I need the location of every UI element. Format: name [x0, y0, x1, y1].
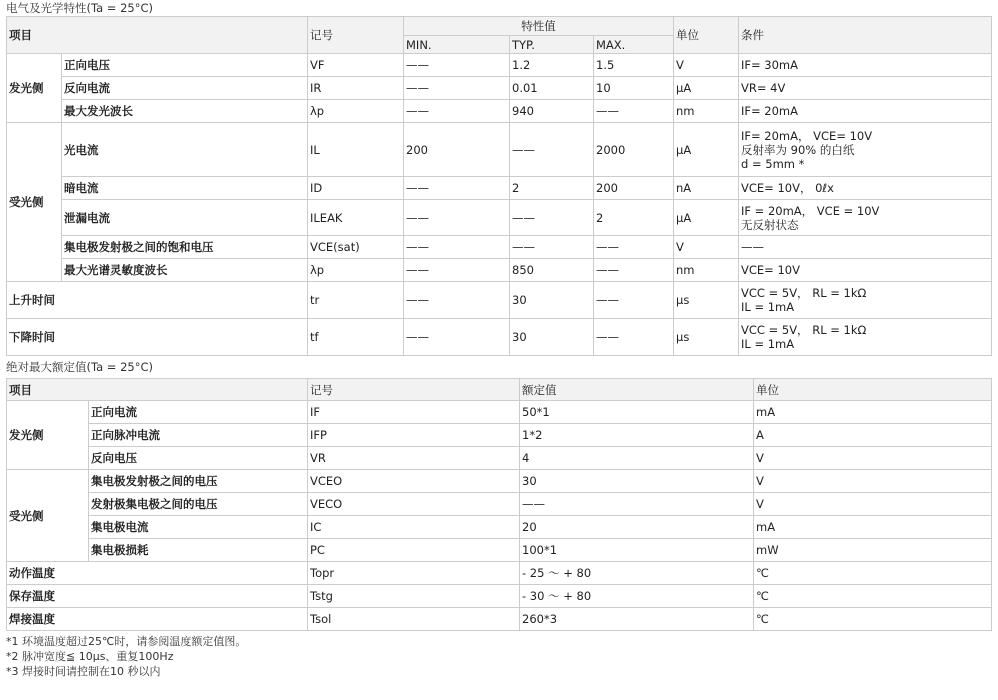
row-symbol: λp: [308, 100, 404, 123]
row-condition: VCC = 5V， RL = 1kΩ IL = 1mA: [739, 319, 992, 356]
row-symbol: IL: [308, 123, 404, 177]
row-name: 最大发光波长: [62, 100, 308, 123]
row-condition: VCC = 5V， RL = 1kΩ IL = 1mA: [739, 282, 992, 319]
row-unit: V: [674, 54, 739, 77]
header-characteristic: 特性值: [404, 17, 674, 36]
row-name: 保存温度: [7, 585, 308, 608]
row-min: ——: [404, 236, 510, 259]
footnote-1: *1 环境温度超过25℃时，请参阅温度额定值图。: [6, 635, 247, 648]
row-symbol: VECO: [308, 493, 520, 516]
row-condition: VCE= 10V， 0ℓx: [739, 177, 992, 200]
row-min: 200: [404, 123, 510, 177]
row-symbol: IR: [308, 77, 404, 100]
row-typ: 30: [510, 282, 594, 319]
row-name: 反向电压: [89, 447, 308, 470]
row-typ: ——: [510, 236, 594, 259]
row-name: 集电极发射极之间的电压: [89, 470, 308, 493]
row-max: 2000: [594, 123, 674, 177]
row-unit: ℃: [754, 562, 992, 585]
row-typ: 0.01: [510, 77, 594, 100]
row-symbol: λp: [308, 259, 404, 282]
header-max: MAX.: [594, 36, 674, 54]
group-emit-label: 发光侧: [7, 401, 89, 470]
row-name: 集电极损耗: [89, 539, 308, 562]
row-max: ——: [594, 236, 674, 259]
row-min: ——: [404, 319, 510, 356]
row-typ: ——: [510, 123, 594, 177]
row-unit: nA: [674, 177, 739, 200]
row-symbol: VCE(sat): [308, 236, 404, 259]
row-typ: ——: [510, 200, 594, 236]
row-value: 100*1: [520, 539, 754, 562]
row-unit: V: [754, 470, 992, 493]
row-max: ——: [594, 319, 674, 356]
row-name: 光电流: [62, 123, 308, 177]
row-max: 1.5: [594, 54, 674, 77]
absolute-max-ratings-table: [6, 378, 992, 631]
electrical-optical-table: [6, 16, 992, 356]
row-condition: IF= 20mA， VCE= 10V 反射率为 90% 的白纸 d = 5mm *: [739, 123, 992, 177]
row-unit: mW: [754, 539, 992, 562]
section1-caption: 电气及光学特性(Ta = 25°C): [6, 1, 154, 15]
row-condition: IF = 20mA， VCE = 10V 无反射状态: [739, 200, 992, 236]
row-typ: 850: [510, 259, 594, 282]
row-unit: ℃: [754, 608, 992, 631]
row-name: 发射极集电极之间的电压: [89, 493, 308, 516]
header-min: MIN.: [404, 36, 510, 54]
row-max: 10: [594, 77, 674, 100]
row-max: ——: [594, 282, 674, 319]
row-value: 1*2: [520, 424, 754, 447]
header-typ: TYP.: [510, 36, 594, 54]
row-condition: ——: [739, 236, 992, 259]
section2-caption: 绝对最大额定值(Ta = 25°C): [6, 360, 154, 374]
row-name: 正向电流: [89, 401, 308, 424]
row-typ: 940: [510, 100, 594, 123]
row-name: 最大光谱灵敏度波长: [62, 259, 308, 282]
row-max: 2: [594, 200, 674, 236]
row-name: 集电极发射极之间的饱和电压: [62, 236, 308, 259]
group-recv-label: 受光侧: [7, 123, 62, 282]
row-unit: μA: [674, 200, 739, 236]
row-value: 260*3: [520, 608, 754, 631]
row-value: ——: [520, 493, 754, 516]
row-unit: ℃: [754, 585, 992, 608]
row-symbol: tr: [308, 282, 404, 319]
row-name: 动作温度: [7, 562, 308, 585]
row-value: 50*1: [520, 401, 754, 424]
row-name: 焊接温度: [7, 608, 308, 631]
footnote-3: *3 焊接时间请控制在10 秒以内: [6, 665, 161, 678]
row-unit: V: [754, 447, 992, 470]
row-symbol: VR: [308, 447, 520, 470]
row-unit: A: [754, 424, 992, 447]
row-symbol: Tsol: [308, 608, 520, 631]
row-unit: mA: [754, 401, 992, 424]
row-symbol: Tstg: [308, 585, 520, 608]
row-unit: μs: [674, 282, 739, 319]
row-symbol: ID: [308, 177, 404, 200]
row-unit: V: [674, 236, 739, 259]
row-unit: μA: [674, 77, 739, 100]
row-symbol: tf: [308, 319, 404, 356]
header-unit: 单位: [754, 379, 992, 401]
row-name: 反向电流: [62, 77, 308, 100]
row-min: ——: [404, 282, 510, 319]
row-min: ——: [404, 54, 510, 77]
row-value: 20: [520, 516, 754, 539]
row-symbol: IF: [308, 401, 520, 424]
row-name: 上升时间: [7, 282, 308, 319]
row-symbol: PC: [308, 539, 520, 562]
header-symbol: 记号: [308, 17, 404, 54]
row-typ: 2: [510, 177, 594, 200]
row-min: ——: [404, 259, 510, 282]
row-condition: VCE= 10V: [739, 259, 992, 282]
footnotes: [0, 634, 998, 679]
row-unit: μA: [674, 123, 739, 177]
row-name: 下降时间: [7, 319, 308, 356]
row-max: 200: [594, 177, 674, 200]
row-unit: μs: [674, 319, 739, 356]
row-symbol: VCEO: [308, 470, 520, 493]
row-unit: nm: [674, 259, 739, 282]
row-condition: IF= 30mA: [739, 54, 992, 77]
row-condition: IF= 20mA: [739, 100, 992, 123]
row-symbol: IC: [308, 516, 520, 539]
row-symbol: VF: [308, 54, 404, 77]
row-min: ——: [404, 200, 510, 236]
group-recv-label: 受光侧: [7, 470, 89, 562]
row-symbol: IFP: [308, 424, 520, 447]
row-name: 集电极电流: [89, 516, 308, 539]
row-symbol: Topr: [308, 562, 520, 585]
row-name: 泄漏电流: [62, 200, 308, 236]
row-max: ——: [594, 259, 674, 282]
row-unit: mA: [754, 516, 992, 539]
row-name: 正向脉冲电流: [89, 424, 308, 447]
row-value: 30: [520, 470, 754, 493]
row-value: 4: [520, 447, 754, 470]
header-condition: 条件: [739, 17, 992, 54]
row-value: - 25 ～ + 80: [520, 562, 754, 585]
row-condition: VR= 4V: [739, 77, 992, 100]
row-value: - 30 ～ + 80: [520, 585, 754, 608]
group-emit-label: 发光侧: [7, 54, 62, 123]
header-unit: 单位: [674, 17, 739, 54]
row-typ: 1.2: [510, 54, 594, 77]
footnote-2: *2 脉冲宽度≦ 10μs、重复100Hz: [6, 650, 174, 663]
row-min: ——: [404, 100, 510, 123]
row-min: ——: [404, 77, 510, 100]
header-symbol: 记号: [308, 379, 520, 401]
header-item: 项目: [7, 379, 308, 401]
header-item: 项目: [7, 17, 308, 54]
header-rating: 额定值: [520, 379, 754, 401]
row-name: 正向电压: [62, 54, 308, 77]
row-unit: nm: [674, 100, 739, 123]
row-max: ——: [594, 100, 674, 123]
row-typ: 30: [510, 319, 594, 356]
row-min: ——: [404, 177, 510, 200]
row-symbol: ILEAK: [308, 200, 404, 236]
row-name: 暗电流: [62, 177, 308, 200]
row-unit: V: [754, 493, 992, 516]
